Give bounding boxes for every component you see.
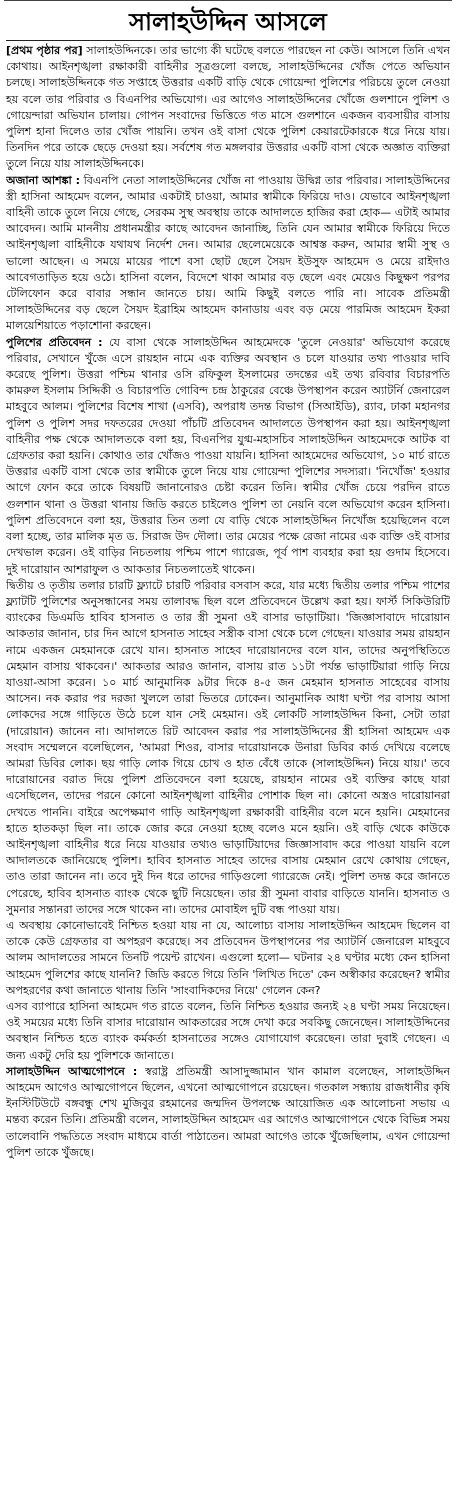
section-hasina-response	[6, 999, 450, 1064]
headline: সালাহউদ্দিন আসলে	[129, 8, 327, 36]
continued-from-label: [প্রথম পৃষ্ঠার পর]	[6, 44, 83, 57]
section-label: পুলিশের প্রতিবেদন :	[6, 335, 103, 349]
section-label: সালাহউদ্দিন আত্মগোপনে :	[6, 1064, 138, 1078]
section-text: এসব ব্যাপারে হাসিনা আহমেদ গত রাতে বলেন, তিনি নিশ্চিত হওয়ার জন্যই ২৪ ঘণ্টা সময় নিয়েছেন। ওই সময়ের মধ্যে তিনি বাসার দারোয়ান আকতারের সঙ্গে দেখা করে সবকিছু জেনেছেন। সালাহউদ্দিনের অবস্থান নিশ্চিত হতে ব্যাংক কর্মকর্তা হাসনাতের সঙ্গেও যোগাযোগ করেছেন। তারা দুবাই গেছেন। এ জন্য একটু দেরি হয় পুলিশকে জানাতে।	[6, 999, 450, 1062]
section-in-hiding	[6, 1064, 450, 1161]
section-attorney-points	[6, 918, 450, 999]
section-text: বিএনপি নেতা সালাহউদ্দিনের খোঁজ না পাওয়ায় উদ্বিগ্ন তার পরিবার। সালাহউদ্দিনের স্ত্রী হাসিনা আহমেদ বলেন, আমার একটাই চাওয়া, আমার স্বামীকে ফিরিয়ে দাও। যেভাবে আইনশৃঙ্খলা বাহিনী তাকে তুলে নিয়ে গেছে, সেরকম সুস্থ অবস্থায় তাকে আদালতে হাজির করা হোক— এটাই আমার আবেদন। আমি মাননীয় প্রধানমন্ত্রীর কাছে আবেদন জানাচ্ছি, তিনি যেন আমার স্বামীকে ফিরিয়ে দিতে আইনশৃঙ্খলা বাহিনীকে যথাযথ নির্দেশ দেন। আমার ছেলেমেয়েকে আশ্বস্ত করুন, আমার স্বামী সুস্থ ও ভালো আছেন। এ সময়ে মায়ের পাশে বসা ছোট ছেলে সৈয়দ ইউসুফ আহমেদ ও মেয়ে রাইদাও আবেগতাড়িত হয়ে ওঠে। হাসিনা বলেন, বিদেশে থাকা আমার বড় ছেলে এবং মেয়েও কিছুক্ষণ পরপর টেলিফোন করে বাবার সন্ধান জানতে চায়। আমি কিছুই বলতে পারি না। সাবেক প্রতিমন্ত্রী সালাহউদ্দিনের বড় ছেলে সৈয়দ ইব্রাহিম আহমেদ কানাডায় এবং বড় মেয়ে পারমিজ আহমেদ ইকরা মালয়েশিয়াতে পড়াশোনা করছেন।	[6, 173, 450, 333]
section-police-report	[6, 335, 450, 578]
article-body	[6, 43, 450, 1479]
headline-rule	[6, 40, 450, 41]
section-text: যে বাসা থেকে সালাহউদ্দিন আহমেদকে 'তুলে নেওয়ার' অভিযোগ করেছে পরিবার, সেখানে খুঁজে এসে রায়হান নামে এক ব্যক্তির অবস্থান ও চলে যাওয়ার তথ্য পাওয়ার দাবি করেছে পুলিশ। উত্তরা পশ্চিম থানার ওসি রফিকুল ইসলামের তদন্তের এই তথ্য রবিবার বিচারপতি কামরুল ইসলাম সিদ্দিকী ও বিচারপতি গোবিন্দ চন্দ্র ঠাকুরের বেঞ্চে উপস্থাপন করেন অ্যাটর্নি জেনারেল মাহবুবে আলম। পুলিশের বিশেষ শাখা (এসবি), অপরাধ তদন্ত বিভাগ (সিআইডি), র‌্যাব, ঢাকা মহানগর পুলিশ ও পুলিশ সদর দফতরের দেওয়া পাঁচটি প্রতিবেদন আদালতে উপস্থাপন করা হয়। আইনশৃঙ্খলা বাহিনীর পক্ষ থেকে আদালতকে বলা হয়, বিএনপির যুগ্ম-মহাসচিব সালাহউদ্দিন আহমেদকে আটক বা গ্রেফতার করা হয়নি। কোথাও তার খোঁজও পাওয়া যায়নি। হাসিনা আহমেদের অভিযোগ, ১০ মার্চ রাতে উত্তরার একটি বাসা থেকে তার স্বামীকে তুলে নিয়ে যায় গোয়েন্দা পুলিশের সদস্যরা। 'নিখোঁজ' হওয়ার আগে ফোন করে তাকে বিষয়টি জানানোরও চেষ্টা করেন তিনি। স্বামীর খোঁজ চেয়ে পরদিন রাতে গুলশান থানা ও উত্তরা থানায় জিডি করতে চাইলেও পুলিশ তা নেয়নি বলে অভিযোগ করেন হাসিনা। পুলিশ প্রতিবেদনে বলা হয়, উত্তরার তিন তলা যে বাড়ি থেকে সালাহউদ্দিন নিখোঁজ হয়েছিলেন বলে বলা হচ্ছে, তার মালিক মৃত ড. সিরাজ উদ দৌলা। তার মেয়ের পক্ষে রেজা নামের এক ব্যক্তি ওই বাসার দেখভাল করেন। ওই বাড়ির নিচতলায় পশ্চিম পাশে গ্যারেজ, পূর্ব পাশ ব্যবহার করা হয় গুদাম হিসেবে। দুই দারোয়ান আশরাফুল ও আকতার নিচতলাতেই থাকেন।	[6, 335, 450, 576]
intro-paragraph	[6, 43, 450, 173]
top-border	[4, 0, 452, 1]
section-unknown-fear	[6, 173, 450, 335]
section-text: এ অবস্থায় কোনোভাবেই নিশ্চিত হওয়া যায় না যে, আলোচ্য বাসায় সালাহউদ্দিন আহমেদ ছিলেন বা তাকে কেউ গ্রেফতার বা অপহরণ করেছে। সব প্রতিবেদন উপস্থাপনের পর অ্যাটর্নি জেনারেল মাহবুবে আলম আদালতের সামনে তিনটি পয়েন্ট রাখেন। এগুলো হলো— ঘটনার ২৪ ঘণ্টার মধ্যে কেন হাসিনা আহমেদ পুলিশের কাছে যাননি? জিডি করতে গিয়ে তিনি 'লিখিত দিতে' কেন অস্বীকার করেছেন? স্বামীর অপহরণের কথা জানাতে থানায় তিনি 'সাংবাদিকদের নিয়ে' গেলেন কেন?	[6, 918, 450, 997]
section-text: স্বরাষ্ট্র প্রতিমন্ত্রী আসাদুজ্জামান খান কামাল বলেছেন, সালাহউদ্দিন আহমেদ আগেও আত্মগোপনে ছিলেন, এখনো আত্মগোপনে রয়েছেন। গতকাল সন্ধ্যায় রাজধানীর কৃষি ইনস্টিটিউটে বঙ্গবন্ধু শেখ মুজিবুর রহমানের জন্মদিন উপলক্ষে আয়োজিত এক আলোচনা সভায় এ মন্তব্য করেন তিনি। প্রতিমন্ত্রী বলেন, সালাহউদ্দিন আহমেদ এর আগেও আত্মগোপনে থেকে বিভিন্ন সময় তালেবানি পদ্ধতিতে সংবাদ মাধ্যমে বার্তা পাঠাতেন। আমরা আগেও তাকে খুঁজেছিলাম, এখন গোয়েন্দা পুলিশ তাকে খুঁজছে।	[6, 1064, 450, 1159]
section-label: অজানা আশঙ্কা :	[6, 173, 80, 187]
intro-text: সালাহউদ্দিনকে। তার ভাগ্যে কী ঘটেছে বলতে পারছেন না কেউ। আসলে তিনি এখন কোথায়। আইনশৃঙ্খলা রক্ষাকারী বাহিনীর সূত্রগুলো বলছে, সালাহউদ্দিনের খোঁজ পেতে অভিযান চলছে। সালাহউদ্দিনকে গত সপ্তাহে উত্তরার একটি বাড়ি থেকে গোয়েন্দা পুলিশের পরিচয়ে তুলে নেওয়া হয় বলে তার পরিবার ও বিএনপির অভিযোগ। এর আগেও সালাহউদ্দিনের খোঁজে গুলশানে পুলিশ ও গোয়েন্দারা অভিযান চালায়। গোপন সংবাদের ভিত্তিতে গত মাসে গুলশানে একজন ব্যবসায়ীর বাসায় পুলিশ হানা দিলেও তার খোঁজ পায়নি। তখন ওই বাসা থেকে পুলিশ কেয়ারটেকারকে ধরে নিয়ে যায়। তিনদিন পরে তাকে ছেড়ে দেওয়া হয়। সর্বশেষ গত মঙ্গলবার উত্তরার একটি বাসা থেকে অজ্ঞাত ব্যক্তিরা তুলে নিয়ে যায় সালাহউদ্দিনকে।	[6, 44, 450, 171]
section-flats-paragraph	[6, 578, 450, 918]
section-text: দ্বিতীয় ও তৃতীয় তলার চারটি ফ্ল্যাটে চারটি পরিবার বসবাস করে, যার মধ্যে দ্বিতীয় তলার পশ্চিম পাশের ফ্ল্যাটটি পুলিশের অনুসন্ধানের সময় তালাবদ্ধ ছিল বলে প্রতিবেদনে উল্লেখ করা হয়। ফার্স্ট সিকিউরিটি ব্যাংকের ডিএমডি হাবিব হাসনাত ও তার স্ত্রী সুমনা ওই বাসার ভাড়াটিয়া। 'জিজ্ঞাসাবাদে দারোয়ান আকতার জানান, চার দিন আগে হাসনাত সাহেব সস্ত্রীক বাসা থেকে চলে গেছেন। যাওয়ার সময় রায়হান নামে একজন মেহমানকে রেখে যান। হাসনাত সাহেব দারোয়ানদের বলে যান, তাদের অনুপস্থিতিতে মেহমান বাসায় থাকবেন।' আকতার আরও জানান, বাসায় রাত ১১টা পর্যন্ত ভাড়াটিয়ারা গাড়ি নিয়ে যাওয়া-আসা করেন। ১০ মার্চ আনুমানিক ৯টার দিকে ৪-৫ জন মেহমান হাসনাত সাহেবের বাসায় আসেন। নক করার পর দরজা খুললে তারা ভিতরে ঢোকেন। আনুমানিক আধা ঘণ্টা পর বাসায় আসা লোকদের সঙ্গে গাড়িতে উঠে চলে যান সেই মেহমান। ওই লোকটি সালাহউদ্দিন কিনা, সেটা তারা (দারোয়ান) জানেন না। আদালতে রিট আবেদন করার পর সালাহউদ্দিনের স্ত্রী হাসিনা আহমেদ এক সংবাদ সম্মেলনে বলেছিলেন, 'আমরা শিওর, বাসার দারোয়ানকে উনারা ডিবির কার্ড দেখিয়ে বলেছে আমরা ডিবির লোক। ছয় গাড়ি লোক গিয়ে চোখ ও হাত বেঁধে তাকে (সালাহউদ্দিন) নিয়ে যায়।' তবে দারোয়ানের বরাত দিয়ে পুলিশ প্রতিবেদনে বলা হয়েছে, রায়হান নামের ওই ব্যক্তির কাছে যারা এসেছিলেন, তাদের পরনে কোনো আইনশৃঙ্খলা বাহিনীর পোশাক ছিল না। কোনো অস্ত্রও দারোয়ানরা দেখতে পাননি। বাইরে অপেক্ষমাণ গাড়ি আইনশৃঙ্খলা রক্ষাকারী বাহিনীর বলে মনে হয়নি। মেহমানের হাতে হাতকড়া ছিল না। তাকে জোর করে নেওয়া হচ্ছে বলেও মনে হয়নি। ওই বাড়ি থেকে কাউকে আইনশৃঙ্খলা বাহিনীর ধরে নিয়ে যাওয়ার তথ্যও ভাড়াটিয়াদের জিজ্ঞাসাবাদ করে পাওয়া যায়নি বলে আদালতকে জানিয়েছে পুলিশ। হাবিব হাসনাত সাহেব তাদের বাসায় মেহমান রেখে কোথায় গেছেন, তাও তারা জানেন না। তবে দুই দিন ধরে তাদের গাড়িগুলো গ্যারেজে নেই। পুলিশ তদন্ত করে জানতে পেরেছে, হাবিব হাসনাত ব্যাংক থেকে ছুটি নিয়েছেন। তার স্ত্রী সুমনা বাবার বাড়িতে যাননি। হাসনাত ও সুমনার সন্তানরা তাদের সঙ্গে থাকেন না। তাদের মোবাইল দুটি বন্ধ পাওয়া যায়।	[6, 578, 450, 916]
